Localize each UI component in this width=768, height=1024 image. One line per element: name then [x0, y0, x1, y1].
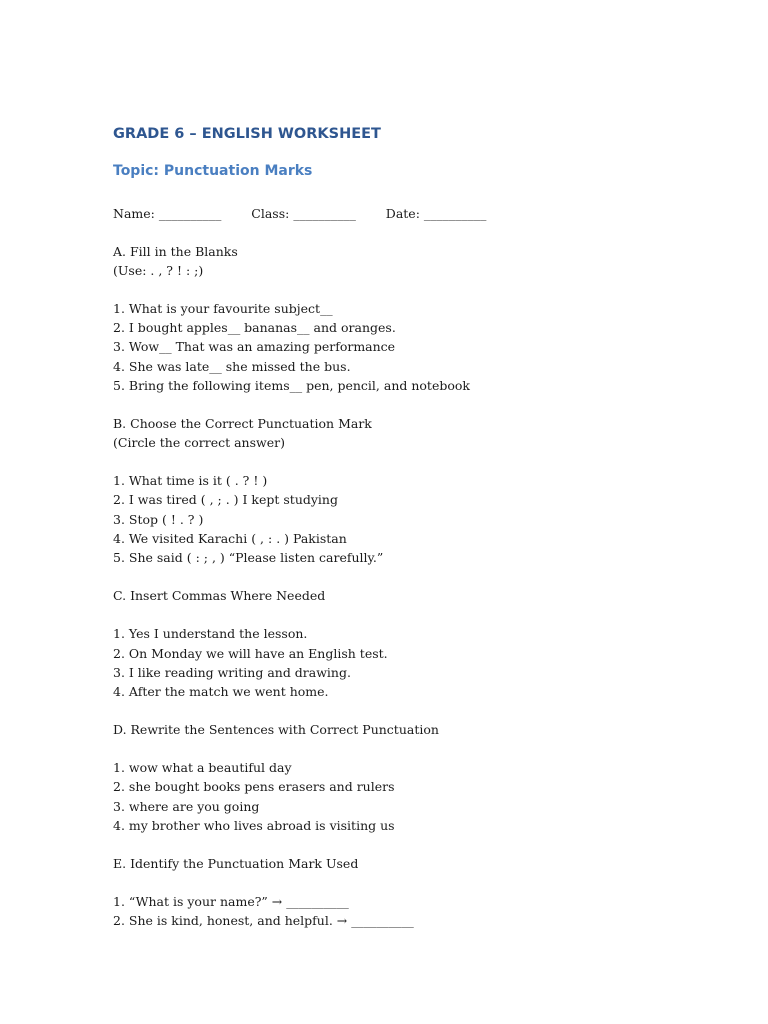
section-c-item: 1. Yes I understand the lesson.	[113, 626, 308, 641]
name-field: Name: __________	[113, 206, 222, 221]
section-d-heading: D. Rewrite the Sentences with Correct Punctuation	[113, 722, 439, 737]
section-a-item: 4. She was late__ she missed the bus.	[113, 359, 351, 374]
page-title: GRADE 6 – ENGLISH WORKSHEET	[113, 126, 381, 142]
section-e-item: 1. “What is your name?” → __________	[113, 894, 349, 909]
class-field: Class: __________	[251, 206, 356, 221]
section-b-item: 3. Stop ( ! . ? )	[113, 512, 204, 527]
section-b-item: 4. We visited Karachi ( , : . ) Pakistan	[113, 531, 347, 546]
section-a-item: 1. What is your favourite subject__	[113, 301, 333, 316]
section-b-item: 2. I was tired ( , ; . ) I kept studying	[113, 492, 338, 507]
section-a-item: 5. Bring the following items__ pen, pencil, and notebook	[113, 378, 470, 393]
section-c-item: 4. After the match we went home.	[113, 684, 329, 699]
topic-heading: Topic: Punctuation Marks	[113, 163, 313, 179]
section-a-heading: A. Fill in the Blanks	[113, 244, 238, 259]
date-field: Date: __________	[385, 206, 487, 221]
section-d-item: 3. where are you going	[113, 799, 260, 814]
section-b-item: 5. She said ( : ; , ) “Please listen carefully.”	[113, 550, 384, 565]
section-a-item: 2. I bought apples__ bananas__ and oranges.	[113, 320, 396, 335]
section-b-note: (Circle the correct answer)	[113, 435, 285, 450]
section-a-item: 3. Wow__ That was an amazing performance	[113, 339, 396, 354]
section-e-heading: E. Identify the Punctuation Mark Used	[113, 856, 359, 871]
section-d-item: 2. she bought books pens erasers and rulers	[113, 779, 395, 794]
section-c-item: 3. I like reading writing and drawing.	[113, 665, 351, 680]
section-b-heading: B. Choose the Correct Punctuation Mark	[113, 416, 372, 431]
section-a-note: (Use: . , ? ! : ;)	[113, 263, 204, 278]
section-c-item: 2. On Monday we will have an English test.	[113, 646, 388, 661]
section-b-item: 1. What time is it ( . ? ! )	[113, 473, 268, 488]
section-c-heading: C. Insert Commas Where Needed	[113, 588, 326, 603]
section-d-item: 4. my brother who lives abroad is visiting us	[113, 818, 395, 833]
student-fields	[113, 204, 486, 223]
section-d-item: 1. wow what a beautiful day	[113, 760, 292, 775]
section-e-item: 2. She is kind, honest, and helpful. → __________	[113, 913, 414, 928]
